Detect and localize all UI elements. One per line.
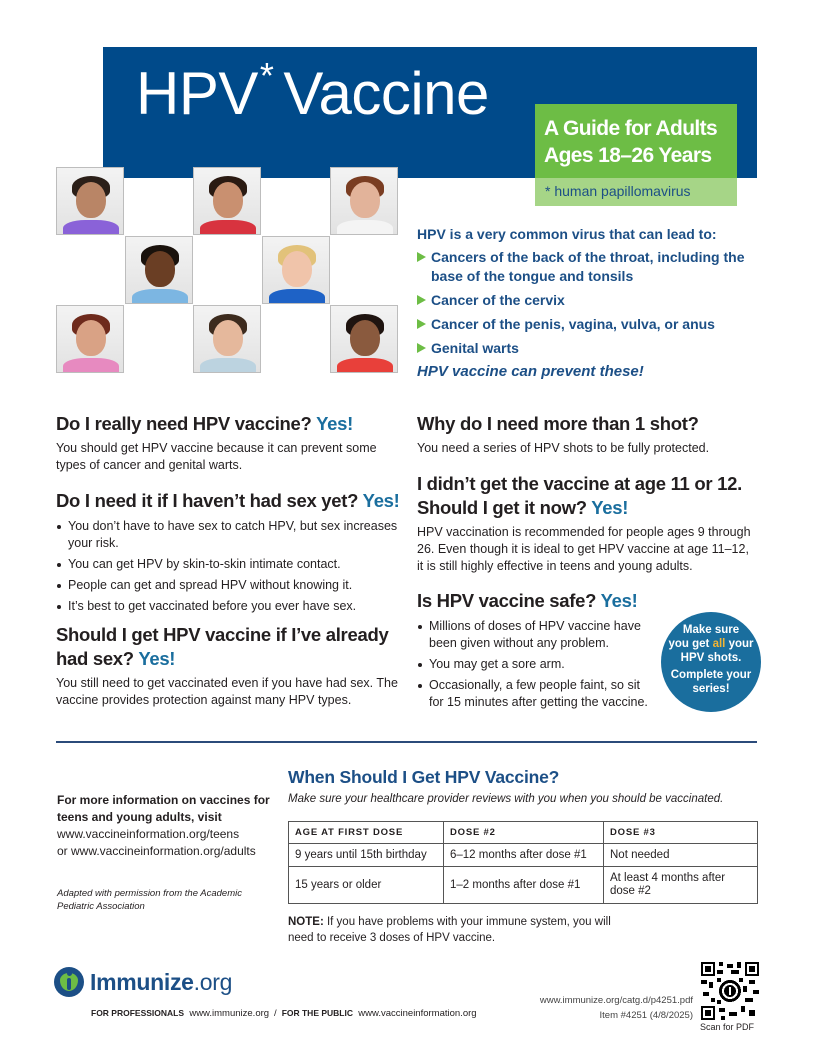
question-is-safe xyxy=(417,589,762,613)
scan-label: Scan for PDF xyxy=(700,1022,755,1032)
adults-link[interactable]: www.vaccineinformation.org/adults xyxy=(71,844,256,858)
intro-lead: HPV is a very common virus that can lead to: xyxy=(417,226,717,242)
risk-item xyxy=(417,291,757,310)
callout-line xyxy=(661,637,761,651)
portrait-photo xyxy=(56,167,124,235)
question-no-sex-yet xyxy=(56,489,401,513)
question-text: Do I really need HPV vaccine? xyxy=(56,413,312,434)
portrait-photo xyxy=(125,236,193,304)
risk-item xyxy=(417,248,757,286)
schedule-title: When Should I Get HPV Vaccine? xyxy=(288,767,560,787)
triangle-bullet-icon xyxy=(417,252,426,262)
yes-label: Yes! xyxy=(591,497,629,518)
answer-need-vaccine: You should get HPV vaccine because it can prevent some types of cancer and genital warts. xyxy=(56,441,377,472)
safety-bullets xyxy=(417,618,657,711)
pro-label: FOR PROFESSIONALS xyxy=(91,1008,185,1018)
no-sex-yet-bullets xyxy=(56,518,401,615)
triangle-bullet-icon xyxy=(417,343,426,353)
portrait-photo xyxy=(193,305,261,373)
attribution: Adapted with permission from the Academic Pediatric Association xyxy=(57,888,242,912)
callout-line: Make sure xyxy=(682,624,740,636)
dose-schedule-table xyxy=(288,821,758,904)
left-qa-column xyxy=(56,412,401,709)
risk-item-text: Genital warts xyxy=(431,340,519,356)
yes-label: Yes! xyxy=(138,648,176,669)
question-text: I didn’t get the vaccine at age 11 or 12. Should I get it now? xyxy=(417,473,742,518)
note-label: NOTE: xyxy=(288,916,324,928)
bullet-item: Occasionally, a few people faint, so sit for 15 minutes after getting the vaccine. xyxy=(417,677,657,711)
header-age: AGE AT FIRST DOSE xyxy=(289,822,444,844)
question-text: Should I get HPV vaccine if I’ve already had sex? xyxy=(56,624,389,669)
question-need-vaccine xyxy=(56,412,401,436)
title-hpv: HPV xyxy=(136,60,258,127)
callout-line: series! xyxy=(692,683,730,695)
bullet-item: People can get and spread HPV without knowing it. xyxy=(56,577,401,594)
bullet-item: You don’t have to have sex to catch HPV, but sex increases your risk. xyxy=(56,518,401,552)
yes-label: Yes! xyxy=(362,490,400,511)
answer-more-than-one-shot: You need a series of HPV shots to be fully protected. xyxy=(417,441,710,455)
or-text: or xyxy=(57,844,68,858)
callout-line: Complete your xyxy=(670,669,752,681)
table-cell: Not needed xyxy=(604,844,758,867)
document-info xyxy=(470,993,693,1023)
audience-box xyxy=(535,104,737,178)
yes-label: Yes! xyxy=(316,413,353,434)
triangle-bullet-icon xyxy=(417,319,426,329)
pdf-link[interactable]: www.immunize.org/catg.d/p4251.pdf xyxy=(539,995,693,1006)
table-row xyxy=(289,867,758,904)
table-cell: At least 4 months after dose #2 xyxy=(604,867,758,904)
answer-already-had-sex: You still need to get vaccinated even if you have had sex. The vaccine provides protection against many HPV types. xyxy=(56,676,398,707)
callout-text: your xyxy=(725,638,754,650)
bullet-item: You may get a sore arm. xyxy=(417,656,657,673)
risk-item-text: Cancer of the penis, vagina, vulva, or anus xyxy=(431,316,715,332)
professionals-link[interactable]: www.immunize.org xyxy=(189,1008,270,1019)
table-cell: 9 years until 15th birthday xyxy=(289,844,444,867)
question-missed-age-11-12 xyxy=(417,472,747,520)
triangle-bullet-icon xyxy=(417,295,426,305)
portrait-photo xyxy=(330,305,398,373)
portrait-photo xyxy=(262,236,330,304)
schedule-subtitle: Make sure your healthcare provider reviews with you when you should be vaccinated. xyxy=(288,793,724,805)
yes-label: Yes! xyxy=(600,590,638,611)
title-vaccine: Vaccine xyxy=(283,60,489,127)
risk-item-text: Cancer of the cervix xyxy=(431,292,565,308)
audience-line-2: Ages 18–26 Years xyxy=(544,144,712,167)
prevent-statement: HPV vaccine can prevent these! xyxy=(417,363,644,380)
section-divider xyxy=(56,741,757,743)
intro-panel xyxy=(417,224,757,382)
table-cell: 1–2 months after dose #1 xyxy=(444,867,604,904)
complete-series-callout xyxy=(661,612,761,712)
portrait-photo xyxy=(193,167,261,235)
question-text: Is HPV vaccine safe? xyxy=(417,590,597,611)
answer-missed-age-11-12: HPV vaccination is recommended for people ages 9 through 26. Even though it is ideal to get HPV vaccine at age 11–12, it is still highly effective in teens and young adults. xyxy=(417,525,751,573)
logo-suffix: .org xyxy=(193,968,233,995)
bullet-item: You can get HPV by skin-to-skin intimate contact. xyxy=(56,556,401,573)
hpv-definition: * human papillomavirus xyxy=(535,178,737,206)
header-dose-3: DOSE #3 xyxy=(604,822,758,844)
question-already-had-sex xyxy=(56,623,401,671)
portrait-photo xyxy=(56,305,124,373)
qr-code-icon[interactable] xyxy=(701,962,759,1020)
bullet-item: Millions of doses of HPV vaccine have been given without any problem. xyxy=(417,618,657,652)
separator: / xyxy=(274,1008,277,1019)
risk-item xyxy=(417,339,757,358)
more-info-heading: For more information on vaccines for teens and young adults, visit xyxy=(57,793,270,824)
logo-wordmark xyxy=(90,969,232,996)
risk-list xyxy=(417,248,757,358)
callout-text: you get xyxy=(668,638,713,650)
portrait-photo xyxy=(330,167,398,235)
bullet-item: It’s best to get vaccinated before you ever have sex. xyxy=(56,598,401,615)
immunize-logo[interactable] xyxy=(54,965,232,999)
page-title xyxy=(136,55,489,127)
callout-highlight: all xyxy=(712,638,726,650)
title-asterisk: * xyxy=(259,55,274,96)
table-cell: 15 years or older xyxy=(289,867,444,904)
logo-bold: Immunize xyxy=(90,968,194,995)
table-cell: 6–12 months after dose #1 xyxy=(444,844,604,867)
table-header-row xyxy=(289,822,758,844)
table-row xyxy=(289,844,758,867)
risk-item xyxy=(417,315,757,334)
footer-links xyxy=(91,1008,477,1019)
public-label: FOR THE PUBLIC xyxy=(281,1008,353,1018)
more-info xyxy=(57,792,277,860)
immune-note xyxy=(288,914,618,946)
item-number: Item #4251 (4/8/2025) xyxy=(599,1010,693,1021)
note-text: If you have problems with your immune system, you will need to receive 3 doses of HPV vaccine. xyxy=(288,916,611,944)
risk-item-text: Cancers of the back of the throat, including the base of the tongue and tonsils xyxy=(431,249,745,284)
audience-line-1: A Guide for Adults xyxy=(544,117,718,140)
callout-line: HPV shots. xyxy=(680,652,742,664)
question-text: Do I need it if I haven’t had sex yet? xyxy=(56,490,359,511)
immunize-logo-icon xyxy=(54,967,84,997)
public-link[interactable]: www.vaccineinformation.org xyxy=(358,1008,477,1019)
header-dose-2: DOSE #2 xyxy=(444,822,604,844)
teens-link[interactable]: www.vaccineinformation.org/teens xyxy=(57,827,240,841)
question-more-than-one-shot: Why do I need more than 1 shot? xyxy=(417,413,699,434)
